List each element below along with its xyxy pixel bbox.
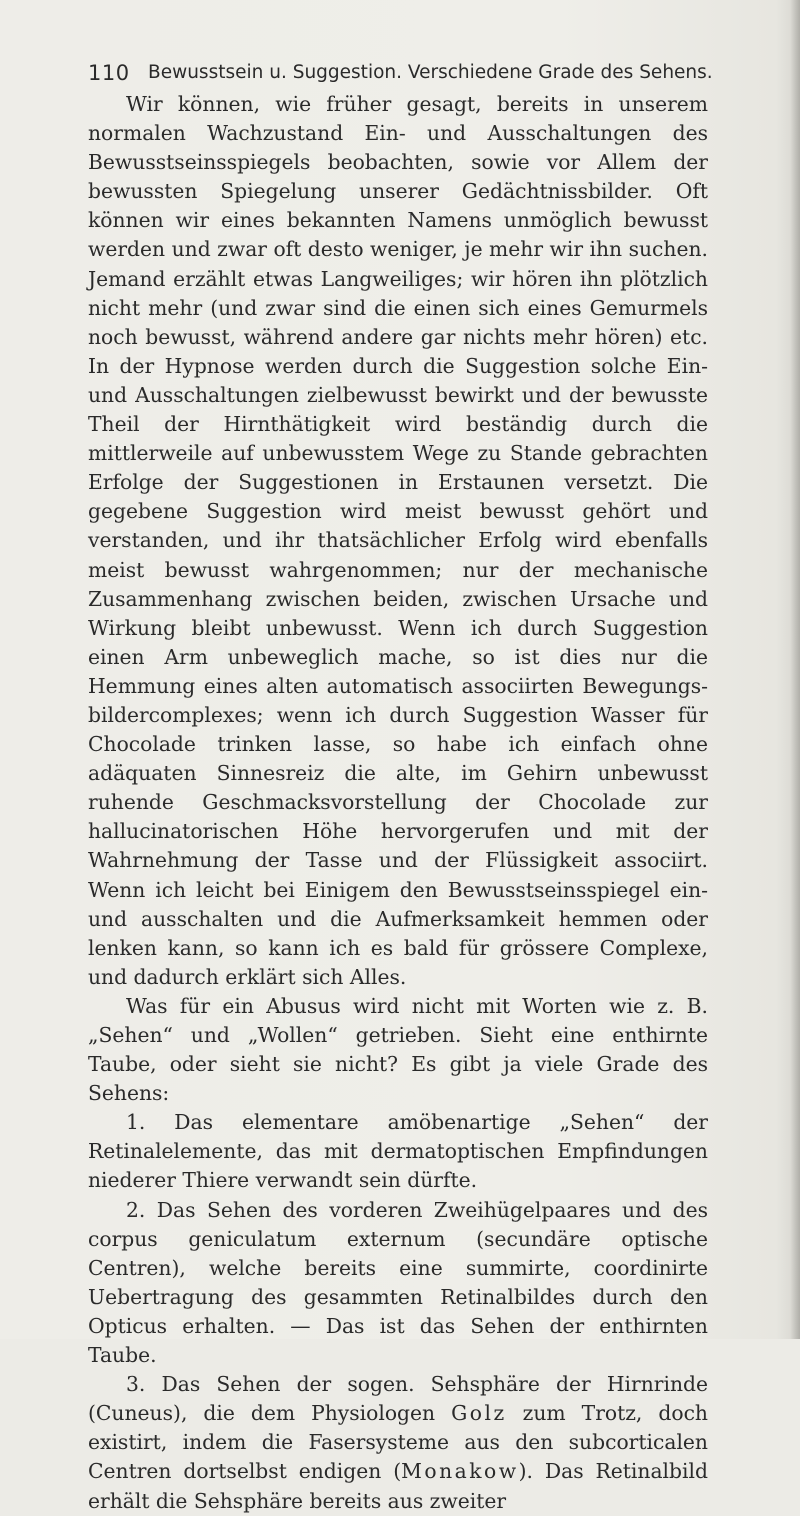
paragraph-4: 2. Das Sehen des vorderen Zweihügelpaares und des corpus geniculatum externum (secundäre optische Centren), welche bereits eine summirte, coordinirte Uebertragung des gesammten Retinalbildes durch den Opticus erhalten. — Das ist das Sehen der enthirnten Taube. xyxy=(88,1197,708,1368)
author-name-golz: Golz xyxy=(451,1401,507,1426)
running-title: Bewusstsein u. Suggestion. Verschiedene Grade des Sehens. xyxy=(148,62,713,83)
paragraph-1: Wir können, wie früher gesagt, bereits in unserem normalen Wachzustand Ein- und Ausschaltungen des Bewusstseinsspiegels beobachten, sowie vor Allem der bewussten Spiegelung unserer Gedächtnissbilder. Oft können wir eines bekannten Namens unmöglich bewusst werden und zwar oft desto weniger, je mehr wir ihn suchen. Jemand erzählt etwas Langweiliges; wir hören ihn plötzlich nicht mehr (und zwar sind die einen sich eines Gemurmels noch bewusst, während andere gar nichts mehr hören) etc. In der Hypnose werden durch die Suggestion solche Ein- und Ausschaltungen zielbewusst bewirkt und der bewusste Theil der Hirnthätigkeit wird beständig durch die mittlerweile auf unbewusstem Wege zu Stande gebrachten Erfolge der Suggestionen in Erstaunen versetzt. Die gegebene Suggestion wird meist bewusst gehört und verstanden, und ihr thatsächlicher Erfolg wird ebenfalls meist bewusst wahrgenommen; nur der mechanische Zusammenhang zwischen beiden, zwischen Ursache und Wirkung bleibt unbewusst. Wenn ich durch Suggestion einen Arm unbeweglich mache, so ist dies nur die Hemmung eines alten automatisch associirten Bewegungsbildercomplexes; wenn ich durch Suggestion Wasser für Chocolade trinken lasse, so habe ich einfach ohne adäquaten Sinnesreiz die alte, im Gehirn unbewusst ruhende Geschmacksvorstellung der Chocolade zur hallucinatorischen Höhe hervorgerufen und mit der Wahrnehmung der Tasse und der Flüssigkeit associirt. Wenn ich leicht bei Einigem den Bewusstseinsspiegel ein- und ausschalten und die Aufmerksamkeit hemmen oder lenken kann, so kann ich es bald für grössere Complexe, und dadurch erklärt sich Alles. xyxy=(88,92,708,989)
paragraph-5-text-c: ). Das Retinalbild erhält die Sehsphäre bereits aus zweiter xyxy=(88,1459,708,1513)
paragraph-3: 1. Das elementare amöbenartige „Sehen“ der Retinalelemente, das mit dermatoptischen Empfindungen niederer Thiere verwandt sein dürfte. xyxy=(88,1110,708,1193)
body-text xyxy=(88,90,708,1516)
paragraph-5-text-a: 3. Das Sehen der sogen. Sehsphäre der Hirnrinde (Cuneus), die dem Physiologen xyxy=(88,1372,708,1426)
page-number: 110 xyxy=(88,61,130,85)
paragraph-5-text-b: zum Trotz, doch existirt, indem die Fasersysteme aus den subcorticalen Centren dortselbst endigen ( xyxy=(88,1401,708,1484)
paragraph-2: Was für ein Abusus wird nicht mit Worten wie z. B. „Sehen“ und „Wollen“ getrieben. Sieht eine enthirnte Taube, oder sieht sie nicht? Es gibt ja viele Grade des Sehens: xyxy=(88,993,708,1106)
paragraph-5 xyxy=(88,1370,708,1515)
author-name-monakow: Monakow xyxy=(401,1459,519,1484)
page-edge-shadow xyxy=(790,0,800,1339)
